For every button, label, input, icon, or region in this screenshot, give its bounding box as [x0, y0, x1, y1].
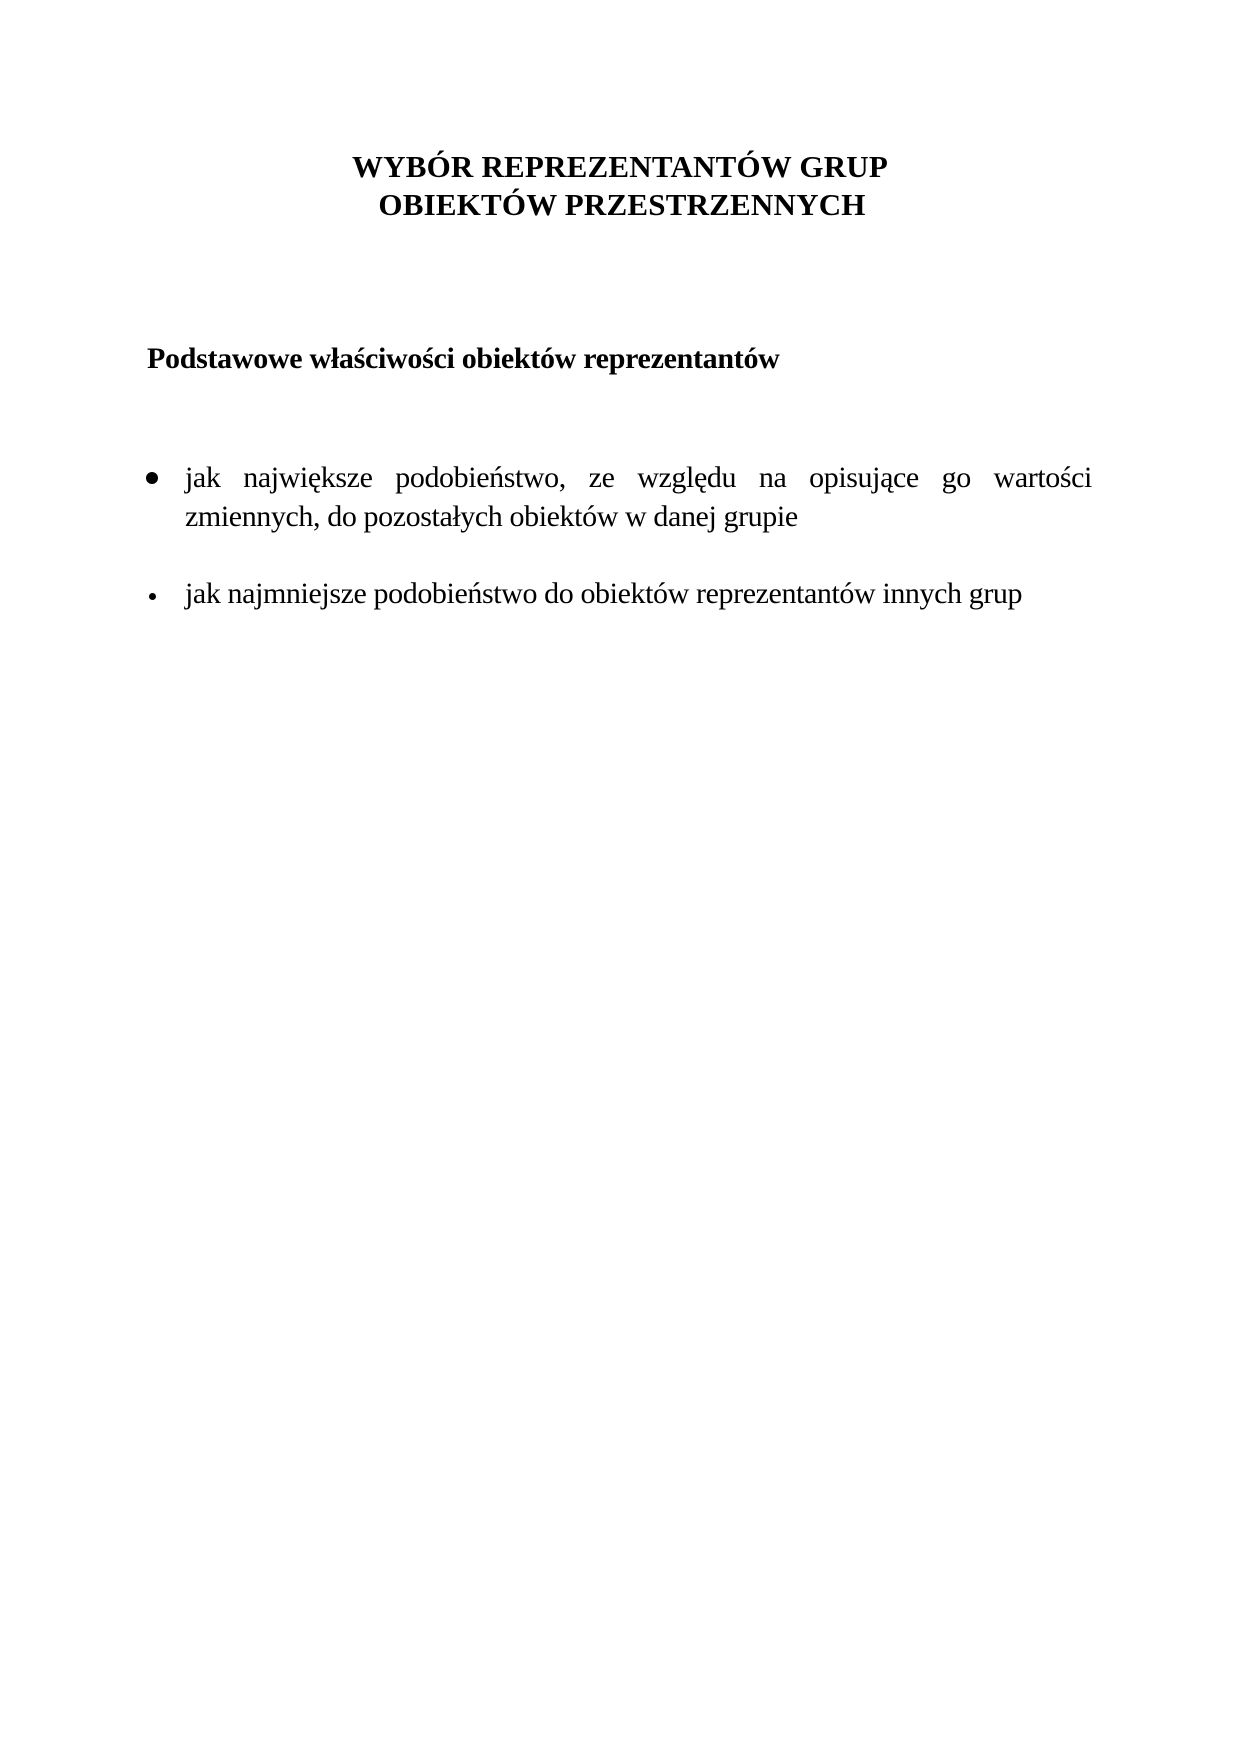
list-item: jak najmniejsze podobieństwo do obiektów reprezentantów innych grup: [185, 577, 1023, 610]
bullet-large-icon: [146, 472, 158, 484]
bullet-small-icon: [149, 593, 156, 600]
document-title: [0, 148, 1240, 224]
list-item: jak największe podobieństwo, ze względu na opisujące go wartości zmiennych, do pozostałych obiektów w danej grupie: [185, 461, 1092, 533]
title-line-2: OBIEKTÓW PRZESTRZENNYCH: [378, 187, 866, 222]
section-heading: Podstawowe właściwości obiektów reprezentantów: [147, 342, 780, 375]
title-line-1: WYBÓR REPREZENTANTÓW GRUP: [351, 149, 889, 184]
